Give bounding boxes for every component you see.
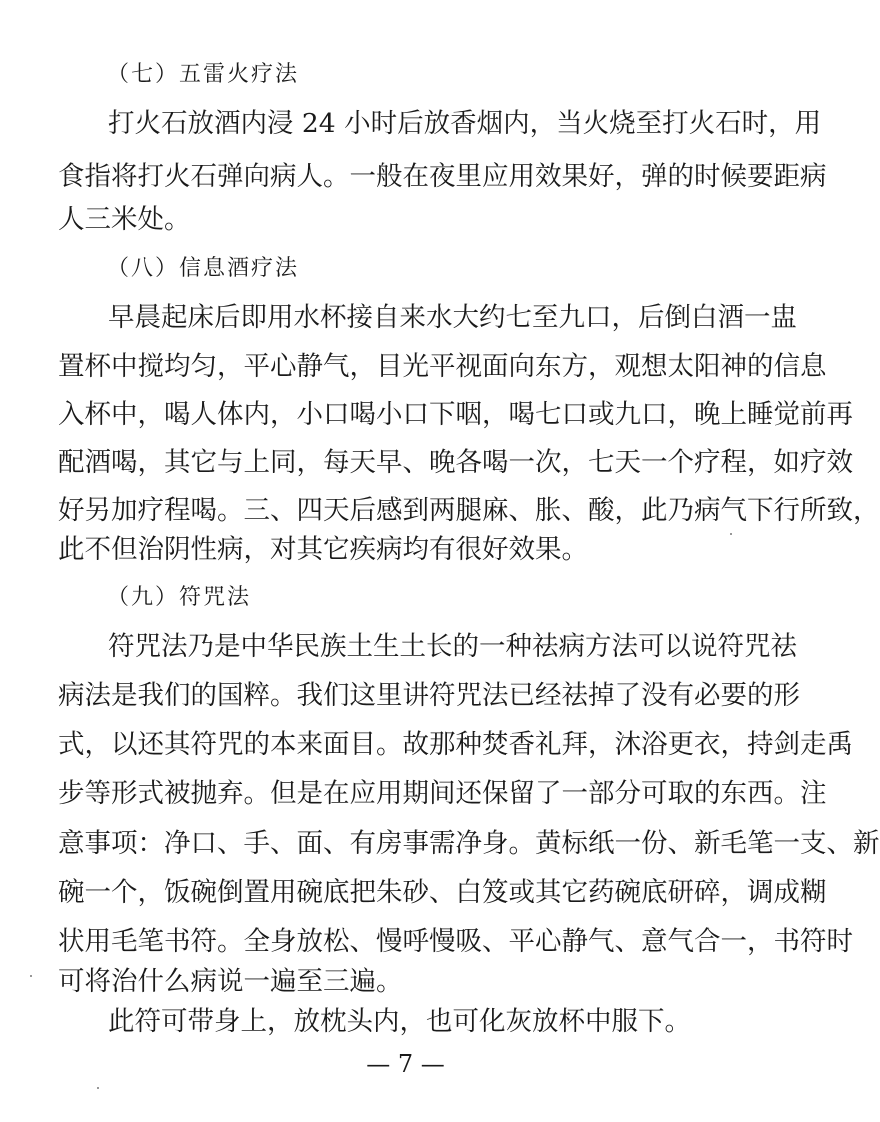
section-heading-8: （八）信息酒疗法	[107, 256, 300, 281]
paragraph-line: 早晨起床后即用水杯接自来水大约七至九口，后倒白酒一盅	[108, 302, 797, 333]
scan-speck	[97, 1087, 99, 1089]
section-heading-9: （九）符咒法	[107, 585, 252, 610]
paragraph-line: 符咒法乃是中华民族土生土长的一种祛病方法可以说符咒祛	[108, 631, 797, 662]
paragraph-line: 病法是我们的国粹。我们这里讲符咒法已经祛掉了没有必要的形	[58, 680, 800, 711]
paragraph-line: 好另加疗程喝。三、四天后感到两腿麻、胀、酸，此乃病气下行所致，	[58, 495, 880, 526]
paragraph-line: 配酒喝，其它与上同，每天早、晚各喝一次，七天一个疗程，如疗效	[58, 447, 853, 478]
paragraph-line: 此符可带身上，放枕头内，也可化灰放杯中服下。	[108, 1006, 691, 1037]
paragraph-line: 意事项：净口、手、面、有房事需净身。黄标纸一份、新毛笔一支、新	[58, 828, 880, 859]
paragraph-line: 置杯中搅均匀，平心静气，目光平视面向东方，观想太阳神的信息	[58, 351, 827, 382]
page-number: — 7 —	[366, 1050, 445, 1078]
paragraph-line: 入杯中，喝人体内，小口喝小口下咽，喝七口或九口，晚上睡觉前再	[58, 399, 853, 430]
paragraph-line: 此不但治阴性病，对其它疾病均有很好效果。	[58, 534, 588, 565]
paragraph-line: 状用毛笔书符。全身放松、慢呼慢吸、平心静气、意气合一，书符时	[58, 926, 853, 957]
paragraph-line: 食指将打火石弹向病人。一般在夜里应用效果好，弹的时候要距病	[58, 161, 827, 192]
paragraph-line: 碗一个，饭碗倒置用碗底把朱砂、白笈或其它药碗底研碎，调成糊	[58, 877, 827, 908]
section-heading-7: （七）五雷火疗法	[107, 62, 300, 87]
scan-speck	[730, 533, 732, 535]
paragraph-line: 打火石放酒内浸 24 小时后放香烟内，当火烧至打火石时，用	[108, 108, 822, 139]
paragraph-line: 人三米处。	[58, 204, 191, 235]
scan-speck	[30, 975, 32, 977]
paragraph-line: 可将治什么病说一遍至三遍。	[58, 966, 403, 997]
paragraph-line: 步等形式被抛弃。但是在应用期间还保留了一部分可取的东西。注	[58, 778, 827, 809]
paragraph-line: 式，以还其符咒的本来面目。故那种焚香礼拜，沐浴更衣，持剑走禹	[58, 729, 853, 760]
